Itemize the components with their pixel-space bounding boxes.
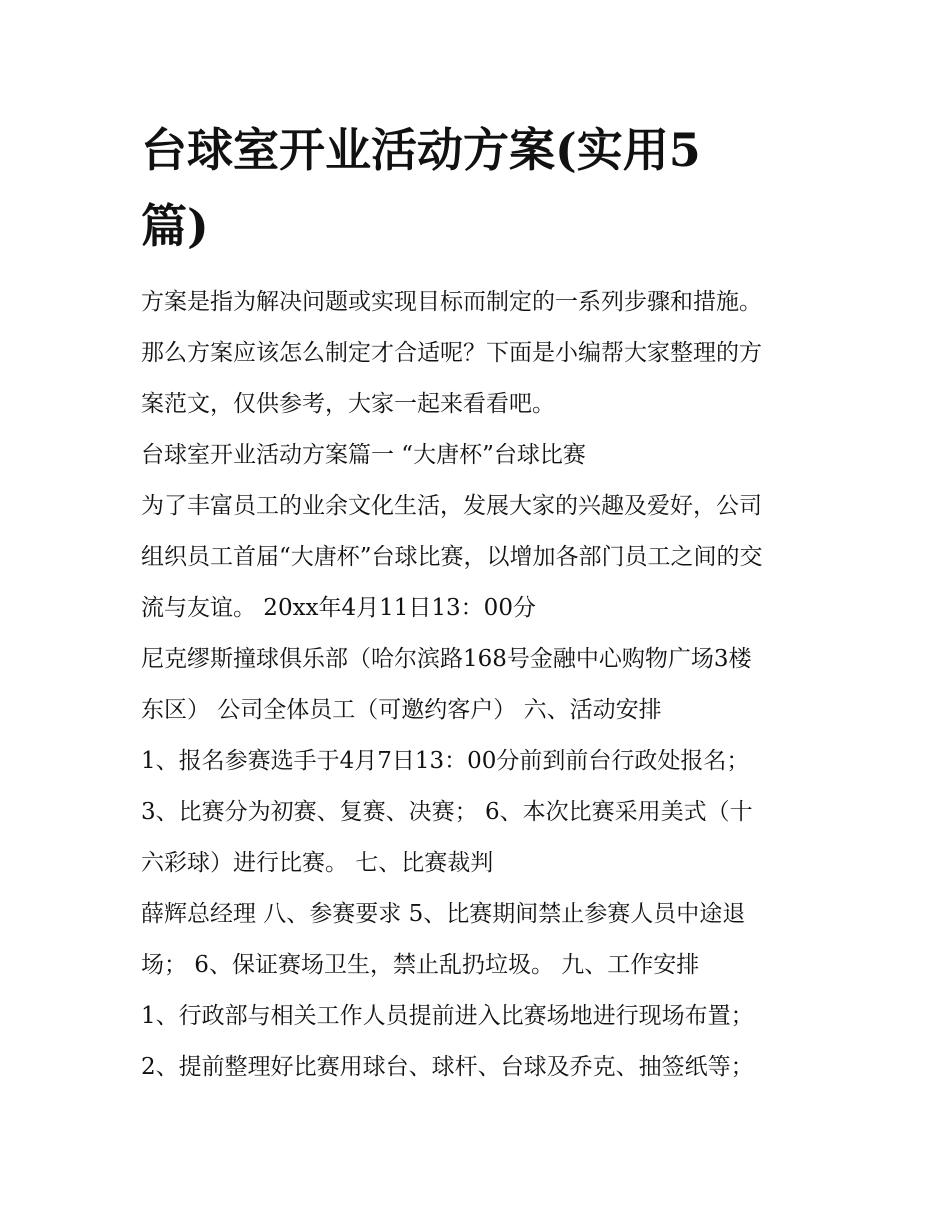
- text-line-10: 1、报名参赛选手于4月7日13：00分前到前台行政处报名；: [141, 748, 750, 774]
- section-heading: 台球室开业活动方案篇一 “大唐杯”台球比赛: [141, 442, 586, 468]
- text-line-15: 1、行政部与相关工作人员提前进入比赛场地进行现场布置；: [141, 1003, 754, 1029]
- text-line-12: 六彩球）进行比赛。 七、比赛裁判: [141, 850, 494, 876]
- text-line-13: 薛辉总经理 八、参赛要求 5、比赛期间禁止参赛人员中途退: [141, 901, 746, 927]
- title-line-1: 台球室开业活动方案(实用5: [141, 123, 701, 177]
- text-line-9: 东区） 公司全体员工（可邀约客户） 六、活动安排: [141, 697, 662, 723]
- text-line-6: 组织员工首届“大唐杯”台球比赛，以增加各部门员工之间的交: [141, 544, 763, 570]
- text-line-2: 那么方案应该怎么制定才合适呢？下面是小编帮大家整理的方: [141, 340, 762, 366]
- document-content: [141, 112, 821, 1093]
- text-line-8: 尼克缪斯撞球俱乐部（哈尔滨路168号金融中心购物广场3楼: [141, 646, 752, 672]
- text-line-3: 案范文，仅供参考，大家一起来看看吧。: [141, 391, 555, 417]
- text-line-11: 3、比赛分为初赛、复赛、决赛； 6、本次比赛采用美式（十: [141, 799, 753, 825]
- text-line-16: 2、提前整理好比赛用球台、球杆、台球及乔克、抽签纸等；: [141, 1054, 754, 1080]
- text-line-14: 场； 6、保证赛场卫生，禁止乱扔垃圾。 九、工作安排: [141, 952, 700, 978]
- text-line-5: 为了丰富员工的业余文化生活，发展大家的兴趣及爱好，公司: [141, 493, 762, 519]
- title-line-2: 篇): [141, 199, 209, 253]
- text-line-7: 流与友谊。 20xx年4月11日13：00分: [141, 595, 536, 621]
- document-title: [141, 112, 761, 264]
- text-line-1: 方案是指为解决问题或实现目标而制定的一系列步骤和措施。: [141, 289, 762, 315]
